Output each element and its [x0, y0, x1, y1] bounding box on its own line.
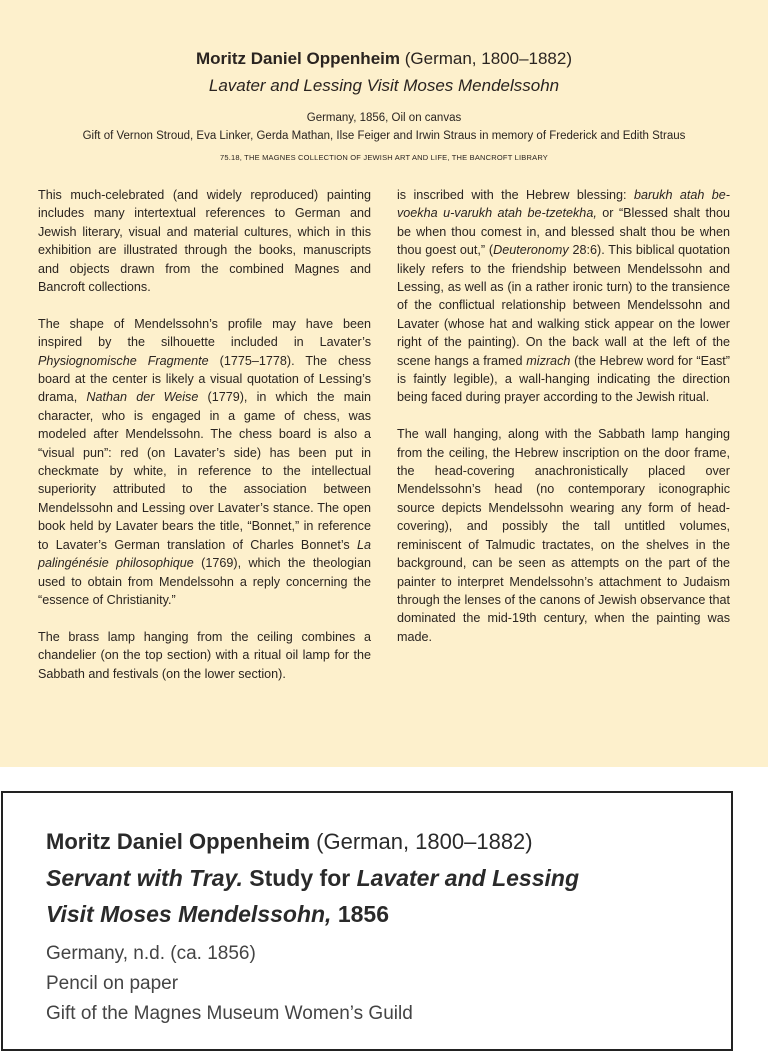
artwork-title: Lavater and Lessing Visit Moses Mendelssohn: [208, 76, 560, 95]
paragraph-5: The wall hanging, along with the Sabbath lamp hanging from the ceiling, the Hebrew inscription on the door frame, the head-covering anachronistically placed over Mendelssohn’s head (no contemporary iconographic source depicts Mendelssohn wearing any form of head-covering), and possibly the tall untitled volumes, reminiscent of Talmudic tractates, on the shelves in the background, can be seen as attempts on the part of the painter to interpret Mendelssohn’s attachment to Judaism through the lenses of the canons of Jewish observance that dominated the mid-19th century, when the painting was made.: [397, 427, 730, 644]
artist-name: Moritz Daniel Oppenheim: [195, 49, 400, 68]
drawing-title-line-1: Servant with Tray. Study for Lavater and Lessing: [46, 865, 580, 891]
drawing-artist-dates: (German, 1800–1882): [316, 829, 533, 854]
drawing-artist-line: [46, 829, 533, 855]
drawing-gift-line: Gift of the Magnes Museum Women’s Guild: [46, 1003, 413, 1024]
drawing-title-line-2: Visit Moses Mendelssohn, 1856: [46, 901, 389, 927]
artwork-date-medium: Germany, 1856, Oil on canvas: [306, 112, 462, 124]
paragraph-3: The brass lamp hanging from the ceiling combines a chandelier (on the top section) with a ritual oil lamp for the Sabbath and festivals (on the lower section).: [38, 629, 371, 681]
paragraph-2: The shape of Mendelssohn’s profile may have been inspired by the silhouette included in Lavater’s Physiognomische Fragmente (1775–1778). The chess board at the center is likely a visual quotation of Lessing’s drama, Nathan der Weise (1779), in which the main character, who is engaged in a game of chess, was modeled after Mendelssohn. The chess board is also a “visual pun”: red (on Lavater’s side) has been put in checkmate by white, in reference to the intellectual superiority attributed to the association between Mendelssohn and Lessing over Lavater’s stance. The open book held by Lavater bears the title, “Bonnet,” in reference to Lavater’s German translation of Charles Bonnet’s La palingénésie philosophique (1769), which the theologian used to obtain from Mendelssohn a reply concerning the “essence of Christianity.”: [38, 316, 371, 607]
artwork-gift-line: Gift of Vernon Stroud, Eva Linker, Gerda Mathan, Ilse Feiger and Irwin Straus in memory of Frederick and Edith Straus: [82, 130, 686, 142]
paragraph-1: This much-celebrated (and widely reproduced) painting includes many intertextual references to German and Jewish literary, visual and material cultures, which in this exhibition are illustrated through the books, manuscripts and objects drawn from the combined Magnes and Bancroft collections.: [38, 188, 371, 295]
drawing-medium: Pencil on paper: [46, 973, 179, 994]
label-artist-line: [0, 48, 768, 70]
drawing-artist-name: Moritz Daniel Oppenheim: [46, 829, 311, 854]
label-column-right: [397, 186, 730, 665]
drawing-date: Germany, n.d. (ca. 1856): [46, 943, 256, 964]
wall-label-drawing: [1, 791, 733, 1051]
label-column-left: [38, 186, 371, 701]
paragraph-4: is inscribed with the Hebrew blessing: barukh atah be-voekha u-varukh atah be-tzetekha, or “Blessed shalt thou be when thou comest in, and blessed shalt thou be when thou goest out,” (Deuteronomy 28:6). This biblical quotation likely refers to the friendship between Mendelssohn and Lessing, as well as (in a rather ironic turn) to the transience of the conflictual relationship between Mendelssohn and Lavater (whose hat and walking stick appear on the lower right of the painting). On the back wall at the left of the scene hangs a framed mizrach (the Hebrew word for “East” is faintly legible), a wall-hanging indicating the direction being faced during prayer according to the Jewish ritual.: [397, 188, 730, 405]
artist-dates: (German, 1800–1882): [404, 49, 573, 68]
artwork-credit-line: 75.18, THE MAGNES COLLECTION OF JEWISH ART AND LIFE, THE BANCROFT LIBRARY: [219, 153, 548, 162]
